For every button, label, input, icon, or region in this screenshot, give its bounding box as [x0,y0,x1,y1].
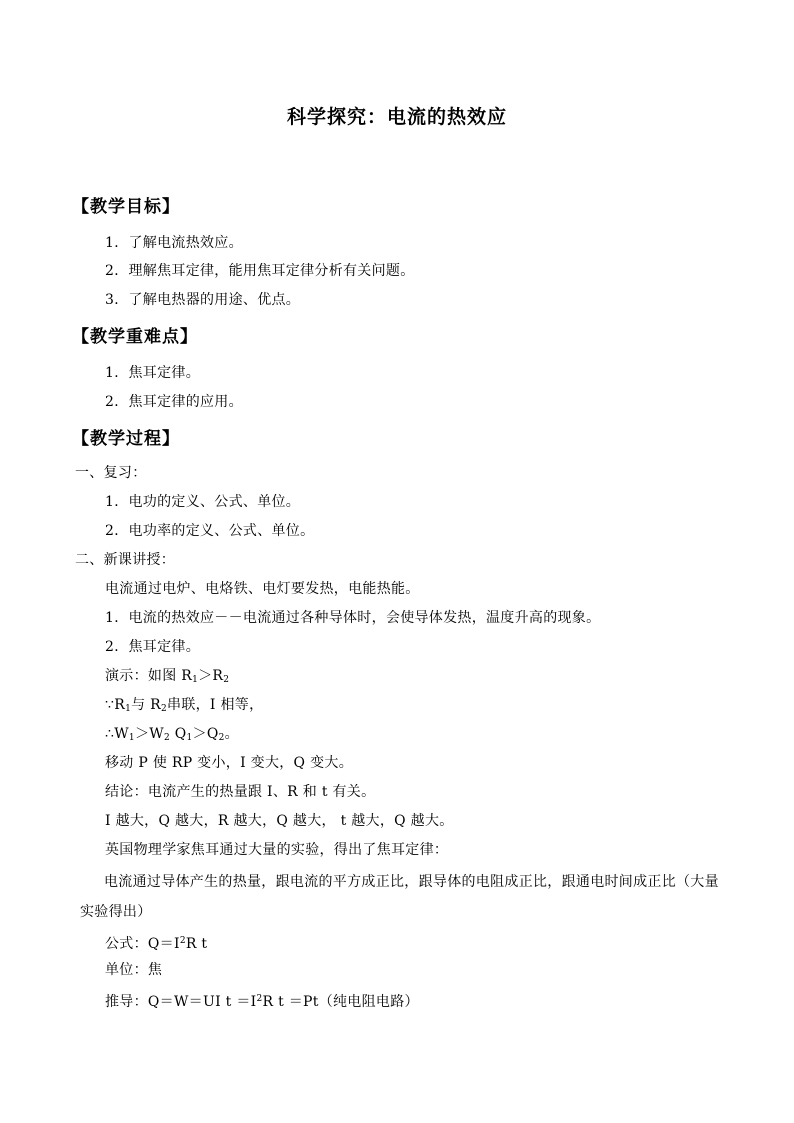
demo-gt: ＞R [198,668,224,684]
therefore-sub-w1: 1 [128,733,135,743]
review-item-2: 2．电功率的定义、公式、单位。 [105,523,315,539]
derive-sup: 2 [256,994,263,1004]
review-item-1: 1．电功的定义、公式、单位。 [105,494,301,510]
therefore-q: Q [169,726,187,742]
goal-item-3: 3．了解电热器的用途、优点。 [105,292,301,308]
because-prefix: ∵R [105,697,126,713]
therefore-gt-q: ＞Q [192,726,219,742]
goal-item-1: 1．了解电流热效应。 [105,235,243,251]
intro-text: 电流通过电炉、电烙铁、电灯要发热，电能热能。 [105,581,420,597]
formula-line [105,931,207,954]
formula-sup: 2 [179,936,186,946]
unit-line: 单位：焦 [105,962,163,978]
joule-line: 英国物理学家焦耳通过大量的实验，得出了焦耳定律： [105,842,449,858]
heading-goals: 【教学目标】 [72,197,180,217]
keypoint-item-1: 1．焦耳定律。 [105,365,201,381]
demo-prefix: 演示：如图 R [105,668,193,684]
move-line: 移动 P 使 RP 变小，I 变大，Q 变大。 [105,755,353,771]
heading-process: 【教学过程】 [72,429,180,449]
demo-sub-1: 1 [192,675,199,685]
because-mid: 与 R [131,697,161,713]
therefore-sub-q1: 1 [186,733,193,743]
because-suffix: 串联，I 相等， [167,697,264,713]
point-joule-law: 2．焦耳定律。 [105,639,201,655]
therefore-suffix: 。 [224,726,239,742]
keypoint-item-2: 2．焦耳定律的应用。 [105,394,243,410]
page-title: 科学探究：电流的热效应 [286,106,507,128]
formula-prefix: 公式：Q＝I [105,936,180,952]
heading-keypoints: 【教学重难点】 [72,327,198,347]
new-lesson-title: 二、新课讲授： [75,552,176,568]
law-paragraph: 电流通过导体产生的热量，跟电流的平方成正比，跟导体的电阻成正比，跟通电时间成正比（大量实验得出） [80,874,719,920]
point-heat-effect: 1．电流的热效应－－电流通过各种导体时，会使导体发热，温度升高的现象。 [105,610,601,626]
therefore-line [105,724,239,748]
goal-item-2: 2．理解焦耳定律，能用焦耳定律分析有关问题。 [105,263,415,279]
derive-line [105,989,419,1012]
demo-line [105,666,229,690]
relations-line: I 越大，Q 越大，R 越大，Q 越大， t 越大，Q 越大。 [105,813,454,829]
because-line [105,695,263,719]
therefore-gt-w: ＞W [134,726,164,742]
review-title: 一、复习： [75,465,147,481]
therefore-prefix: ∴W [105,726,129,742]
formula-suffix: R t [185,936,208,952]
derive-suffix: R t ＝Pt（纯电阻电路） [262,994,419,1010]
derive-prefix: 推导：Q＝W＝UI t ＝I [105,994,257,1010]
because-sub-2: 2 [161,704,168,714]
demo-sub-2: 2 [223,675,230,685]
because-sub-1: 1 [125,704,132,714]
therefore-sub-q2: 2 [218,733,225,743]
therefore-sub-w2: 2 [163,733,170,743]
conclusion-line: 结论：电流产生的热量跟 I、R 和 t 有关。 [105,784,376,800]
